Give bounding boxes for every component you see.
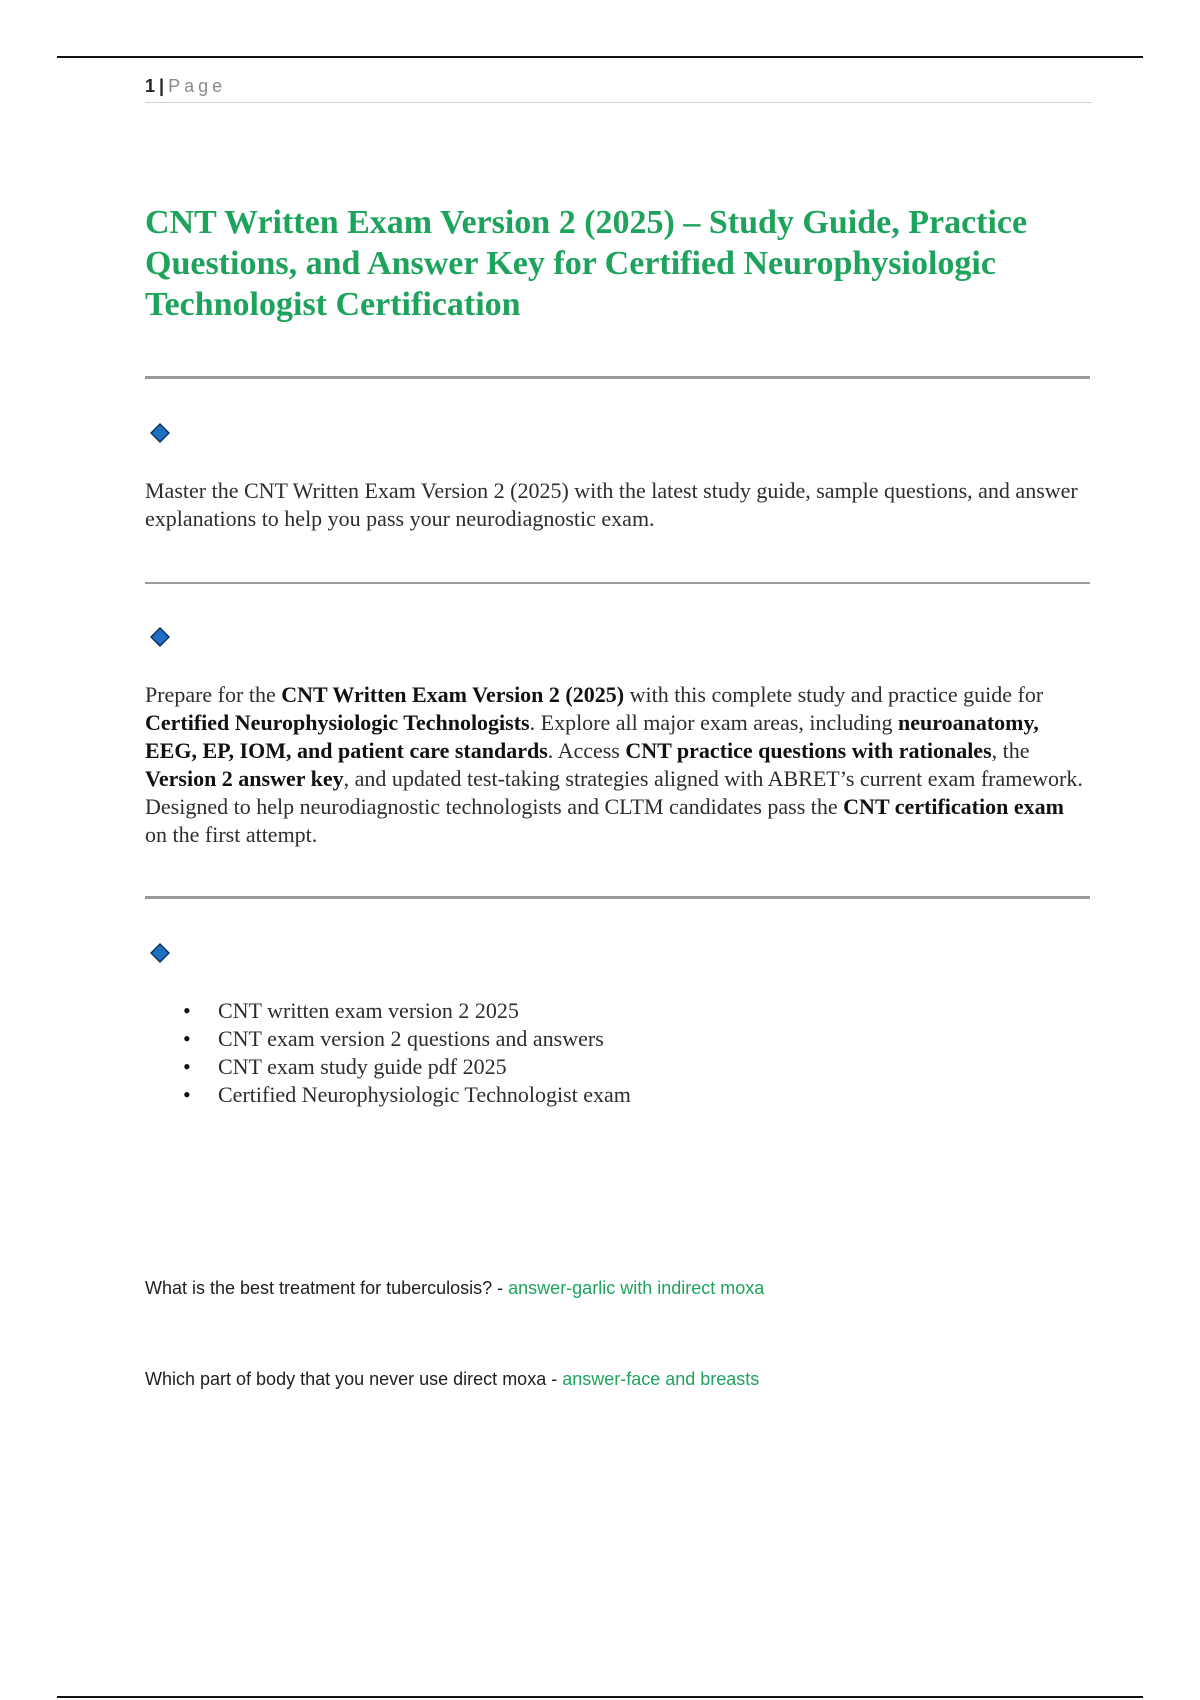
description-emphasis: Version 2 answer key (145, 766, 344, 791)
section-divider (145, 376, 1090, 379)
list-item (145, 1081, 1090, 1109)
keyword-text: CNT exam version 2 questions and answers (218, 1026, 604, 1051)
blue-diamond-icon (150, 627, 170, 647)
page-header (145, 74, 1092, 103)
description-emphasis: CNT practice questions with rationales (625, 738, 992, 763)
description-text: . Access (547, 738, 626, 763)
keyword-text: CNT written exam version 2 2025 (218, 998, 519, 1023)
question-answer-item (145, 1367, 1090, 1391)
page-label: Page (168, 76, 227, 96)
document-title: CNT Written Exam Version 2 (2025) – Study Guide, Practice Questions, and Answer Key for Certified Neurophysiologic Technologist Certification (145, 204, 1028, 323)
description-text: , the (991, 738, 1030, 763)
description-text: with this complete study and practice guide for (624, 682, 1044, 707)
section-divider (145, 582, 1090, 584)
description-text: Prepare for the (145, 682, 282, 707)
question-text: Which part of body that you never use direct moxa - (145, 1369, 563, 1389)
bullet-icon: • (183, 1054, 191, 1079)
intro-paragraph: Master the CNT Written Exam Version 2 (2025) with the latest study guide, sample questions, and answer explanations to help you pass your neurodiagnostic exam. (145, 478, 1078, 531)
list-item (145, 997, 1090, 1025)
bullet-icon: • (183, 1026, 191, 1051)
page-top-rule (57, 56, 1143, 58)
bullet-icon: • (183, 1082, 191, 1107)
description-emphasis: CNT certification exam (843, 794, 1064, 819)
bullet-icon: • (183, 998, 191, 1023)
page-bottom-rule (57, 1696, 1143, 1698)
page-header-separator: | (159, 76, 165, 96)
keyword-text: CNT exam study guide pdf 2025 (218, 1054, 507, 1079)
page-number: 1 (145, 76, 156, 96)
question-text: What is the best treatment for tuberculosis? - (145, 1278, 509, 1298)
keyword-text: Certified Neurophysiologic Technologist exam (218, 1082, 631, 1107)
description-text: , and updated test-taking strategies aligned with ABRET’s current exam framework. Designed to help neurodiagnostic technologists and CLTM candidates pass the (145, 766, 1083, 819)
answer-text: answer-garlic with indirect moxa (508, 1278, 765, 1298)
section-divider (145, 896, 1090, 899)
answer-text: answer-face and breasts (562, 1369, 760, 1389)
keyword-list (145, 997, 1090, 1109)
list-item (145, 1053, 1090, 1081)
description-text: . Explore all major exam areas, including (529, 710, 898, 735)
blue-diamond-icon (150, 943, 170, 963)
list-item (145, 1025, 1090, 1053)
description-emphasis: CNT Written Exam Version 2 (2025) (281, 682, 625, 707)
description-text: on the first attempt. (145, 822, 318, 847)
question-answer-item (145, 1276, 1090, 1300)
description-emphasis: neuroanatomy, EEG, EP, IOM, and patient care standards (145, 710, 1039, 763)
blue-diamond-icon (150, 423, 170, 443)
description-emphasis: Certified Neurophysiologic Technologists (145, 710, 530, 735)
description-paragraph (145, 681, 1090, 849)
